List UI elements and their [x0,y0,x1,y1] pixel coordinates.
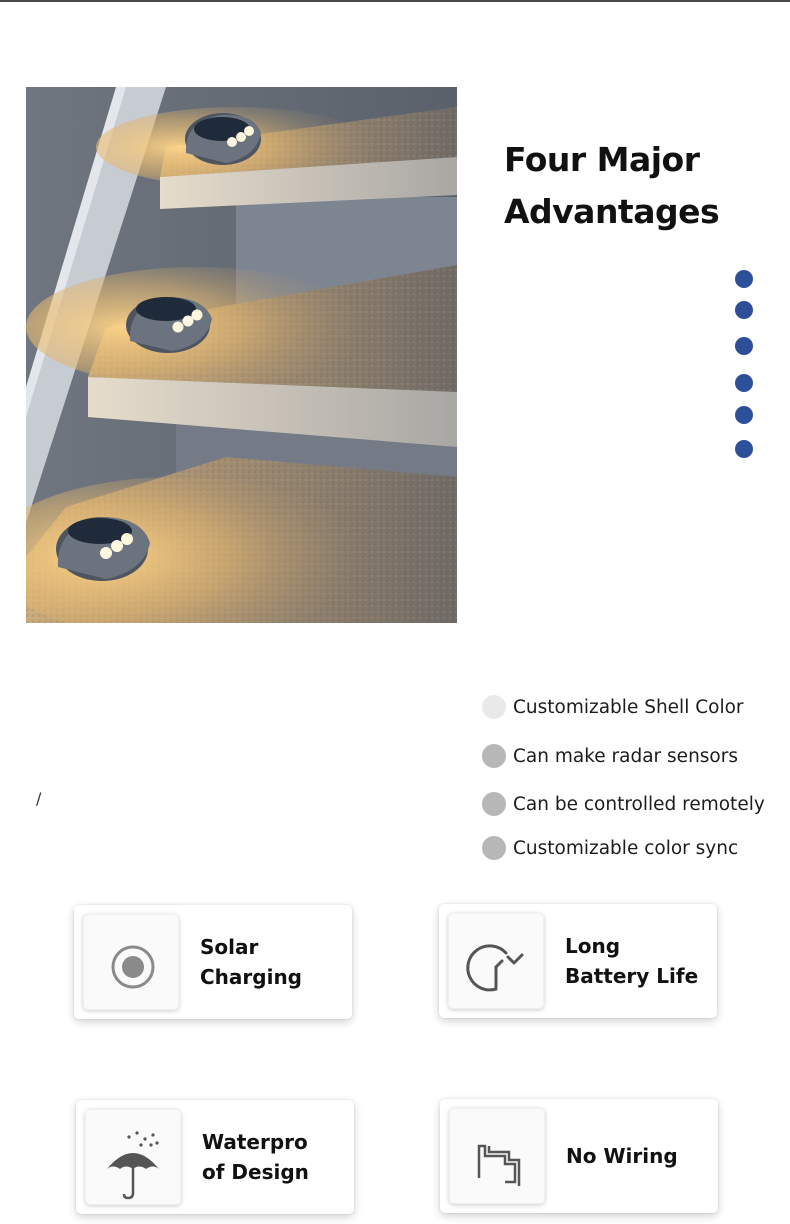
card-title [565,931,715,991]
feature-bullet [482,695,506,719]
card-title-line-1: Waterpro [202,1130,308,1154]
slash-mark: / [36,789,42,808]
accent-dot [735,374,753,392]
stair-scene-illustration [26,87,457,623]
feature-item [482,742,738,770]
card-title [200,932,350,992]
headline-line-2: Advantages [504,192,720,231]
advantage-card-solar-charging [74,905,352,1019]
icon-tile [449,1108,545,1204]
card-title-line-1: Long [565,934,621,958]
battery-life-icon [448,913,544,1009]
accent-dot [735,406,753,424]
page-headline [504,134,774,238]
feature-bullet [482,792,506,816]
card-title-line-2: Charging [200,965,303,989]
feature-item [482,790,765,818]
card-title [566,1141,716,1171]
card-title-line-1: Solar [200,935,259,959]
feature-bullet [482,836,506,860]
feature-bullet [482,744,506,768]
accent-dot [735,301,753,319]
accent-dot [735,337,753,355]
card-title-line-2: Battery Life [565,964,699,988]
icon-tile [83,914,179,1010]
top-border-line [0,0,790,2]
advantage-card-battery-life [439,904,717,1018]
solar-charging-icon [83,914,179,1010]
advantage-card-no-wiring [440,1099,718,1213]
accent-dot [735,270,753,288]
accent-dot [735,440,753,458]
headline-line-1: Four Major [504,140,700,179]
card-title-line-2: of Design [202,1160,309,1184]
card-title [202,1127,352,1187]
card-title-line-1: No Wiring [566,1144,678,1168]
feature-label: Can make radar sensors [513,745,738,767]
no-wiring-icon [449,1108,545,1204]
icon-tile [85,1109,181,1205]
feature-item [482,834,738,862]
advantage-card-waterproof [76,1100,354,1214]
decorative-dot-column [735,270,753,460]
feature-label: Can be controlled remotely [513,793,765,815]
icon-tile [448,913,544,1009]
feature-item [482,693,744,721]
feature-label: Customizable color sync [513,837,739,859]
feature-label: Customizable Shell Color [513,696,744,718]
waterproof-umbrella-icon [85,1109,181,1205]
solar-stair-lights-photo [26,87,457,623]
